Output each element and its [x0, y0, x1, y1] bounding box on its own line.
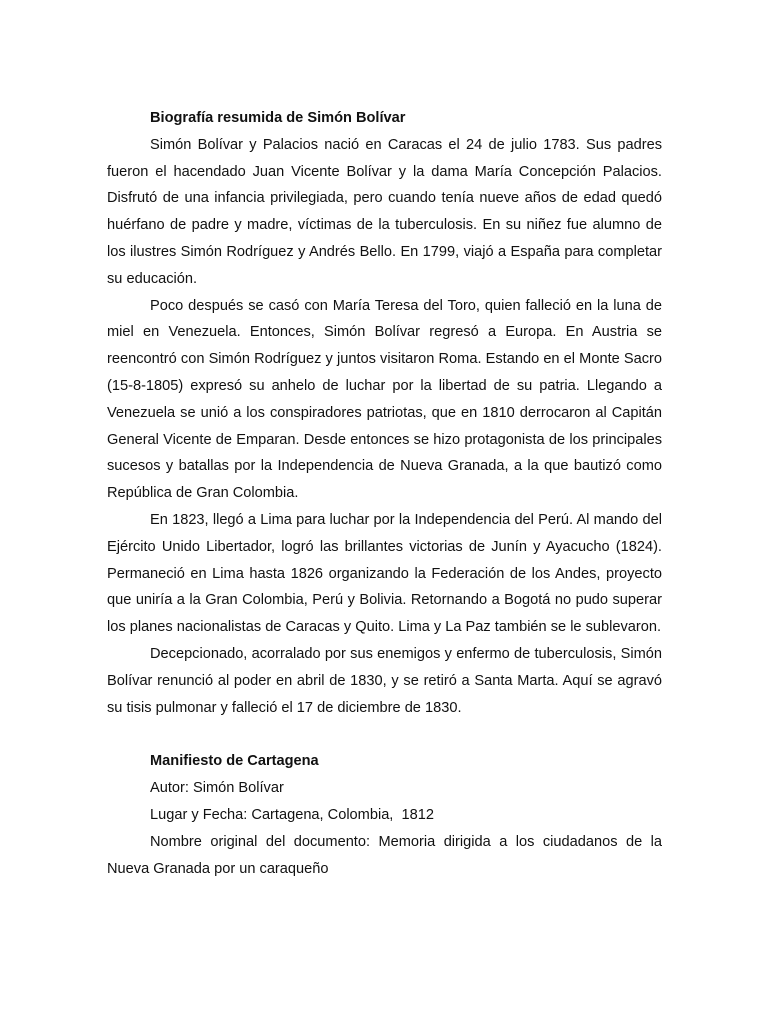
paragraph-peru: En 1823, llegó a Lima para luchar por la Independencia del Perú. Al mando del Ejército Unido Libertador, logró las brillantes victorias de Junín y Ayacucho (1824). Permaneció en Lima hasta 1826 organizando la Federación de los Andes, proyecto que uniría a la Gran Colombia, Perú y Bolivia. Retornando a Bogotá no pudo superar los planes nacionalistas de Caracas y Quito. Lima y La Paz también se le sublevaron. [107, 511, 662, 636]
section-title-biografia: Biografía resumida de Simón Bolívar [150, 110, 406, 126]
paragraph-matrimonio: Poco después se casó con María Teresa del Toro, quien falleció en la luna de miel en Venezuela. Entonces, Simón Bolívar regresó a Europa. En Austria se reencontró con Simón Rodríguez y juntos visitaron Roma. Estando en el Monte Sacro (15-8-1805) expresó su anhelo de luchar por la libertad de su patria. Llegando a Venezuela se unió a los conspiradores patriotas, que en 1810 derrocaron al Capitán General Vicente de Emparan. Desde entonces se hizo protagonista de los principales sucesos y batallas por la Independencia de Nueva Granada, a la que bautizó como República de Gran Colombia. [107, 297, 662, 502]
manifiesto-original-name: Nombre original del documento: Memoria dirigida a los ciudadanos de la Nueva Granada por un caraqueño [107, 833, 662, 877]
document-page [107, 105, 662, 882]
manifiesto-author: Autor: Simón Bolívar [150, 780, 284, 797]
section-title-manifiesto: Manifiesto de Cartagena [150, 753, 319, 770]
paragraph-nacimiento: Simón Bolívar y Palacios nació en Caracas el 24 de julio 1783. Sus padres fueron el hacendado Juan Vicente Bolívar y la dama María Concepción Palacios. Disfrutó de una infancia privilegiada, pero cuando tenía nueve años de edad quedó huérfano de padre y madre, víctimas de la tuberculosis. En su niñez fue alumno de los ilustres Simón Rodríguez y Andrés Bello. En 1799, viajó a España para completar su educación. [107, 136, 662, 287]
section-spacer [107, 721, 662, 748]
manifiesto-place-date: Lugar y Fecha: Cartagena, Colombia, 1812 [150, 806, 434, 823]
paragraph-muerte: Decepcionado, acorralado por sus enemigos y enfermo de tuberculosis, Simón Bolívar renunció al poder en abril de 1830, y se retiró a Santa Marta. Aquí se agravó su tisis pulmonar y falleció el 17 de diciembre de 1830. [107, 645, 662, 716]
